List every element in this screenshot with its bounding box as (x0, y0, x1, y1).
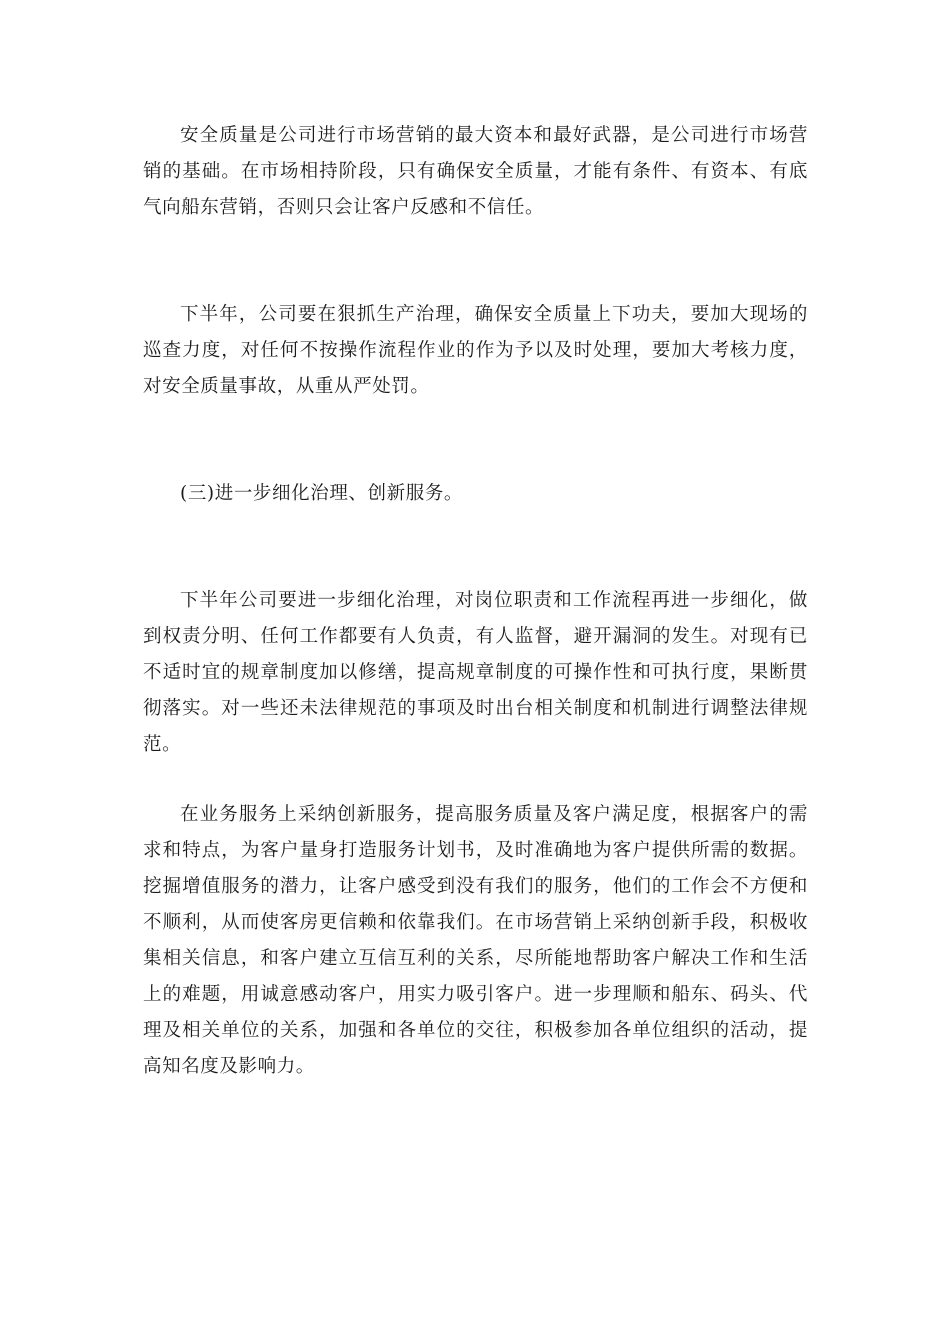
paragraph-refined-management: 下半年公司要进一步细化治理，对岗位职责和工作流程再进一步细化，做到权责分明、任何工作都要有人负责，有人监督，避开漏洞的发生。对现有已不适时宜的规章制度加以修缮，提高规章制度的可操作性和可执行度，果断贯彻落实。对一些还未法律规范的事项及时出台相关制度和机制进行调整法律规范。 (143, 590, 808, 755)
section-heading-refined-management: (三)进一步细化治理、创新服务。 (180, 483, 464, 504)
paragraph-innovative-service: 在业务服务上采纳创新服务，提高服务质量及客户满足度，根据客户的需求和特点，为客户量身打造服务计划书，及时准确地为客户提供所需的数据。挖掘增值服务的潜力，让客户感受到没有我们的服务，他们的工作会不方便和不顺利，从而使客房更信赖和依靠我们。在市场营销上采纳创新手段，积极收集相关信息，和客户建立互信互利的关系，尽所能地帮助客户解决工作和生活上的难题，用诚意感动客户，用实力吸引客户。进一步理顺和船东、码头、代理及相关单位的关系，加强和各单位的交往，积极参加各单位组织的活动，提高知名度及影响力。 (143, 804, 808, 1077)
paragraph-safety-quality: 安全质量是公司进行市场营销的最大资本和最好武器，是公司进行市场营销的基础。在市场相持阶段，只有确保安全质量，才能有条件、有资本、有底气向船东营销，否则只会让客户反感和不信任。 (143, 125, 808, 218)
paragraph-second-half-production: 下半年，公司要在狠抓生产治理，确保安全质量上下功夫，要加大现场的巡查力度，对任何不按操作流程作业的作为予以及时处理，要加大考核力度，对安全质量事故，从重从严处罚。 (143, 304, 808, 397)
